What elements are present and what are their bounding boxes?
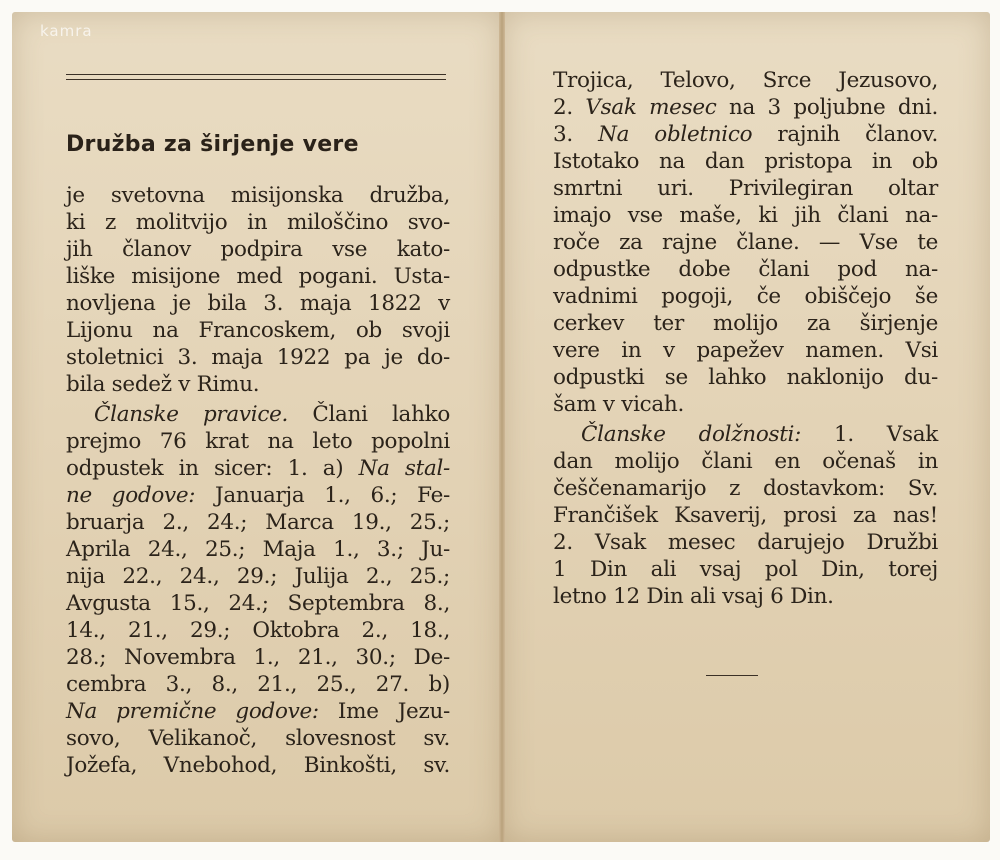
text-line: roče za rajne člane. — Vse te bbox=[553, 230, 938, 255]
text-line: odpustke dobe člani pod na- bbox=[553, 257, 938, 282]
text-line: Članske dolžnosti: 1. Vsak bbox=[581, 422, 938, 447]
text-line: liške misijone med pogani. Usta- bbox=[66, 264, 450, 289]
text-line: jih članov podpira vse kato- bbox=[66, 237, 450, 262]
text-line: Frančišek Ksaverij, prosi za nas! bbox=[553, 503, 938, 528]
text-line: 2. Vsak mesec na 3 poljubne dni. bbox=[553, 95, 938, 120]
watermark: kamra bbox=[40, 22, 93, 40]
section-label-rights: Članske pravice. bbox=[94, 402, 289, 427]
text-line: 14., 21., 29.; Oktobra 2., 18., bbox=[66, 618, 450, 643]
text-line: 2. Vsak mesec darujejo Družbi bbox=[553, 530, 938, 555]
text-line: Jožefa, Vnebohod, Binkošti, sv. bbox=[66, 753, 450, 778]
page-fold bbox=[499, 12, 505, 842]
text-line: bila sedež v Rimu. bbox=[66, 372, 260, 397]
double-rule bbox=[66, 74, 446, 80]
text-line: je svetovna misijonska družba, bbox=[66, 183, 450, 208]
text-line: smrtni uri. Privilegiran oltar bbox=[553, 176, 938, 201]
text-line: cembra 3., 8., 21., 25., 27. b) bbox=[66, 672, 450, 697]
text-line: Trojica, Telovo, Srce Jezusovo, bbox=[553, 68, 938, 93]
text-line: šam v vicah. bbox=[553, 392, 685, 417]
text-line: Istotako na dan pristopa in ob bbox=[553, 149, 938, 174]
text-line: imajo vse maše, ki jih člani na- bbox=[553, 203, 938, 228]
text-line: ki z molitvijo in miloščino svo- bbox=[66, 210, 450, 235]
text-line: odpustek in sicer: 1. a) Na stal- bbox=[66, 456, 450, 481]
page-title: Družba za širjenje vere bbox=[66, 132, 359, 157]
text-line: Aprila 24., 25.; Maja 1., 3.; Ju- bbox=[66, 537, 450, 562]
text-line: Lijonu na Francoskem, ob svoji bbox=[66, 318, 450, 343]
text-line: stoletnici 3. maja 1922 pa je do- bbox=[66, 345, 450, 370]
section-label-duties: Članske dolžnosti: bbox=[581, 422, 802, 447]
closing-dash bbox=[706, 675, 758, 676]
text-line: češčenamarijo z dostavkom: Sv. bbox=[553, 476, 938, 501]
text-line: ne godove: Januarja 1., 6.; Fe- bbox=[66, 483, 450, 508]
text-line: vadnimi pogoji, če obiščejo še bbox=[553, 284, 938, 309]
text-line: sovo, Velikanoč, slovesnost sv. bbox=[66, 726, 450, 751]
text-line: odpustki se lahko naklonijo du- bbox=[553, 365, 938, 390]
left-body-text bbox=[66, 182, 450, 779]
text-line: 28.; Novembra 1., 21., 30.; De- bbox=[66, 645, 450, 670]
text-line: Na premične godove: Ime Jezu- bbox=[66, 699, 450, 724]
text-line: Članske pravice. Člani lahko bbox=[94, 402, 450, 427]
text-line: Avgusta 15., 24.; Septembra 8., bbox=[66, 591, 450, 616]
text-line: nija 22., 24., 29.; Julija 2., 25.; bbox=[66, 564, 450, 589]
text-line: 3. Na obletnico rajnih članov. bbox=[553, 122, 938, 147]
text-line: letno 12 Din ali vsaj 6 Din. bbox=[553, 584, 834, 609]
text-line: dan molijo člani en očenaš in bbox=[553, 449, 938, 474]
text-line: bruarja 2., 24.; Marca 19., 25.; bbox=[66, 510, 450, 535]
text-line: novljena je bila 3. maja 1822 v bbox=[66, 291, 450, 316]
right-body-text bbox=[553, 67, 938, 610]
text-line: cerkev ter molijo za širjenje bbox=[553, 311, 938, 336]
text-line: prejmo 76 krat na leto popolni bbox=[66, 429, 450, 454]
text-line: 1 Din ali vsaj pol Din, torej bbox=[553, 557, 938, 582]
text-line: vere in v papežev namen. Vsi bbox=[553, 338, 938, 363]
